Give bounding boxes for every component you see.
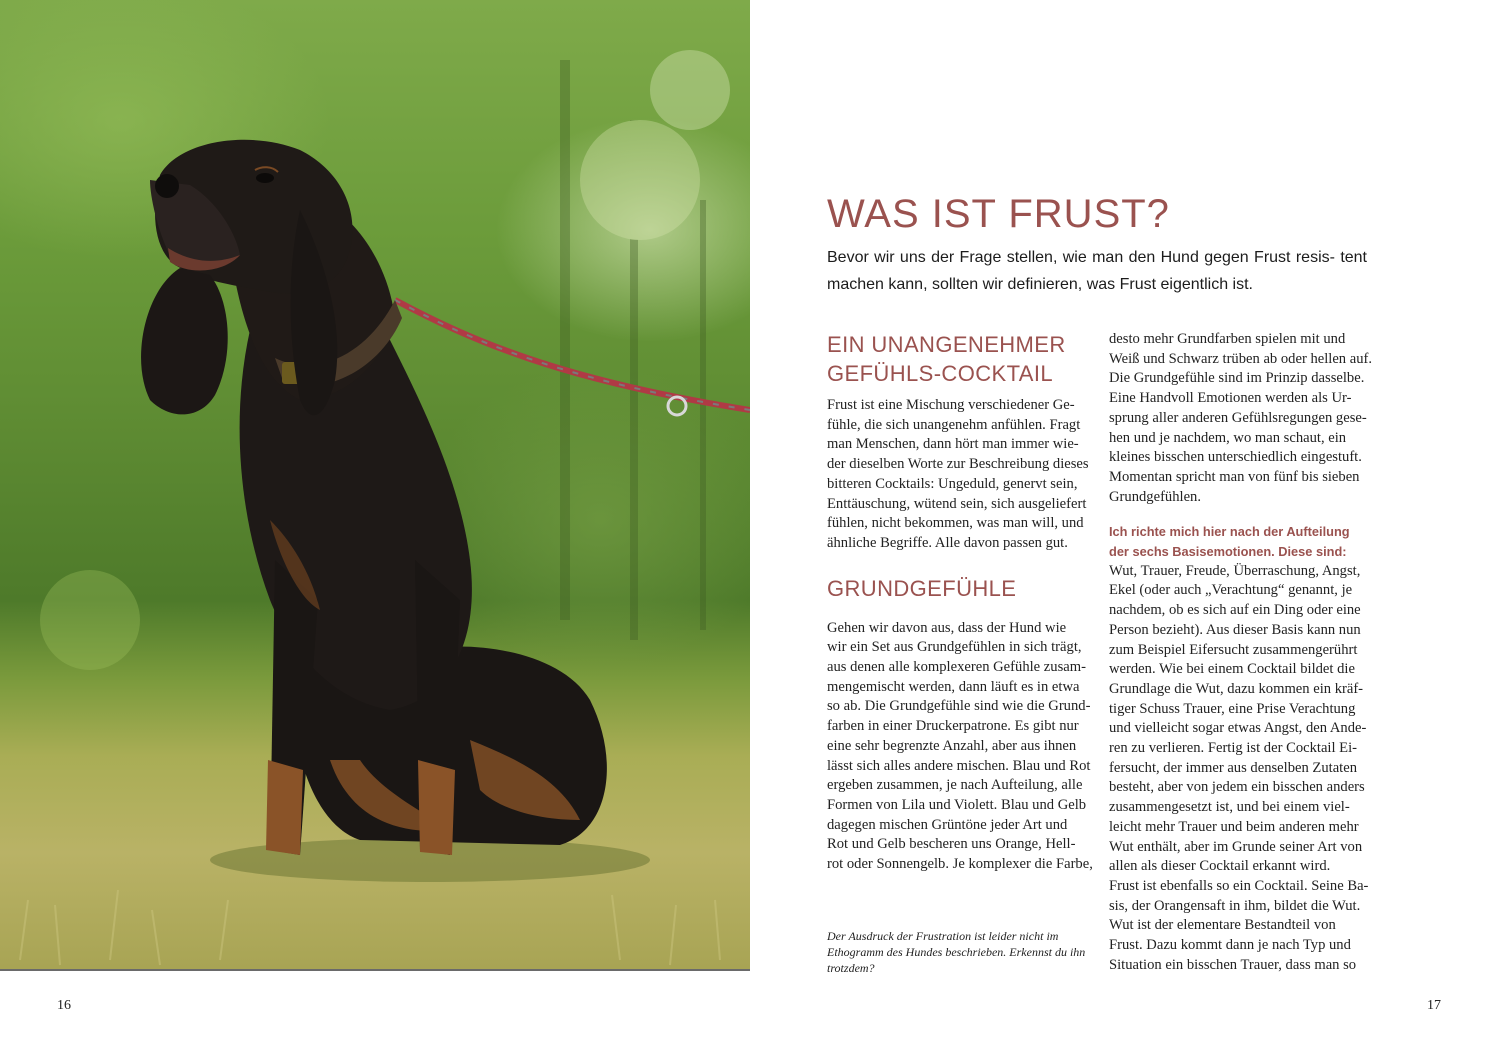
heading-line: GEFÜHLS-COCKTAIL (827, 361, 1054, 386)
text-line: ähnliche Begriffe. Alle davon passen gut. (827, 534, 1068, 551)
text-line: desto mehr Grundfarben spielen mit und (1109, 331, 1346, 347)
dog-photo (0, 0, 750, 969)
dog-illustration (0, 0, 750, 969)
text-line: besteht, aber von jedem ein bisschen anders (1109, 779, 1365, 796)
text-line: fühlen, nicht bekommen, was man will, und (827, 515, 1084, 532)
page-number-right: 17 (1427, 998, 1441, 1013)
text-line: nachdem, ob es sich auf ein Ding oder eine (1109, 602, 1361, 619)
text-line: farben in einer Druckerpatrone. Es gibt nur (827, 718, 1079, 735)
text-line: aus denen alle komplexeren Gefühle zusam- (827, 659, 1086, 676)
caption-line: du ihn trotzdem? (827, 945, 1086, 975)
text-line: sprung aller anderen Gefühlsregungen gese- (1109, 409, 1367, 426)
text-line: Situation ein bisschen Trauer, dass man so (1109, 956, 1357, 973)
heading-line: EIN UNANGENEHMER (827, 332, 1066, 357)
section-heading-cocktail (827, 330, 1091, 388)
text-line: Ekel (oder auch „Verachtung“ genannt, je (1109, 582, 1353, 599)
text-line: wir ein Set aus Grundgefühlen in sich trägt, (827, 639, 1082, 656)
page-number-left: 16 (57, 998, 71, 1013)
text-line: man Menschen, dann hört man immer wie- (827, 436, 1079, 453)
text-line: Weiß und Schwarz trüben ab oder hellen auf. (1109, 350, 1373, 367)
text-line: lässt sich alles andere mischen. Blau und Rot (827, 757, 1091, 774)
intro-line: tent machen kann, sollten wir definieren, was Frust eigentlich ist. (827, 249, 1367, 293)
text-line: kleines bisschen unterschiedlich eingestuft. (1109, 449, 1362, 466)
text-line: der dieselben Worte zur Beschreibung dieses (827, 456, 1089, 473)
paragraph-cocktail (827, 396, 1091, 554)
emphasis-line: Ich richte mich hier nach der Aufteilung (1109, 524, 1350, 540)
text-line: Grundgefühlen. (1109, 488, 1201, 505)
spacer (827, 554, 1091, 574)
text-line: leicht mehr Trauer und beim anderen mehr (1109, 818, 1359, 835)
intro-line: Bevor wir uns der Frage stellen, wie man den Hund gegen Frust resis- (827, 249, 1335, 266)
text-line: Grundlage die Wut, dazu kommen ein kräf- (1109, 680, 1364, 697)
text-line: ren zu verlieren. Fertig ist der Cocktail Ei- (1109, 740, 1358, 757)
spacer (1109, 507, 1373, 522)
text-line: hen und je nachdem, wo man schaut, ein (1109, 429, 1347, 446)
text-line: und vielleicht sogar etwas Angst, den Ande- (1109, 720, 1367, 737)
text-column-right (1109, 330, 1373, 976)
photo-bottom-rule (0, 969, 750, 971)
text-line: tiger Schuss Trauer, eine Prise Verachtung (1109, 700, 1356, 717)
text-line: Frust ist ebenfalls so ein Cocktail. Seine Ba- (1109, 877, 1369, 894)
caption-line: Der Ausdruck der Frustration ist leider nicht (827, 929, 1044, 943)
text-line: rot oder Sonnengelb. Je komplexer die Farbe, (827, 856, 1093, 873)
photo-caption (827, 928, 1091, 976)
text-line: ergeben zusammen, je nach Aufteilung, alle (827, 777, 1083, 794)
text-line: so ab. Die Grundgefühle sind wie die Grund- (827, 698, 1091, 715)
text-line: Rot und Gelb bescheren uns Orange, Hell- (827, 836, 1076, 853)
text-line: Frust. Dazu kommt dann je nach Typ und (1109, 937, 1351, 954)
caption-line: im Ethogramm des Hundes beschrieben. Erkennst (827, 929, 1059, 959)
section-heading-grundgefuehle: GRUNDGEFÜHLE (827, 575, 1017, 601)
text-line: werden. Wie bei einem Cocktail bildet die (1109, 661, 1355, 678)
chapter-title: WAS IST FRUST? (827, 192, 1170, 236)
text-line: Enttäuschung, wütend sein, sich ausgeliefert (827, 495, 1087, 512)
text-column-left (827, 330, 1091, 875)
text-line: Frust ist eine Mischung verschiedener Ge- (827, 397, 1075, 413)
text-line: Wut, Trauer, Freude, Überraschung, Angst, (1109, 562, 1361, 579)
text-line: fersucht, der immer aus denselben Zutaten (1109, 759, 1358, 776)
text-line: Momentan spricht man von fünf bis sieben (1109, 468, 1360, 485)
text-line: Eine Handvoll Emotionen werden als Ur- (1109, 390, 1352, 407)
text-line: Wut enthält, aber im Grunde seiner Art von (1109, 838, 1363, 855)
text-line: Gehen wir davon aus, dass der Hund wie (827, 619, 1067, 636)
emphasis-line: der sechs Basisemotionen. Diese sind: (1109, 544, 1347, 560)
paragraph-grundgefuehle (827, 619, 1091, 875)
text-line: eine sehr begrenzte Anzahl, aber aus ihnen (827, 737, 1077, 754)
text-line: Die Grundgefühle sind im Prinzip dasselbe. (1109, 370, 1365, 387)
text-line: allen als dieser Cocktail erkannt wird. (1109, 858, 1331, 875)
text-line: sis, der Orangensaft in ihm, bildet die Wut. (1109, 897, 1361, 914)
paragraph-grundfarben (1109, 330, 1373, 507)
text-line: dagegen mischen Grüntöne jeder Art und (827, 816, 1068, 833)
emphasis-lead (1109, 522, 1373, 561)
text-line: fühle, die sich unangenehm anfühlen. Fragt (827, 416, 1081, 433)
text-line: Wut ist der elementare Bestandteil von (1109, 917, 1336, 934)
paragraph-basisemotionen (1109, 562, 1373, 976)
text-line: Person bezieht). Aus dieser Basis kann nun (1109, 621, 1361, 638)
text-line: Formen von Lila und Violett. Blau und Gelb (827, 796, 1087, 813)
text-line: bitteren Cocktails: Ungeduld, genervt sein, (827, 475, 1078, 492)
text-line: zum Beispiel Eifersucht zusammengerührt (1109, 641, 1358, 658)
intro-paragraph (827, 244, 1367, 298)
text-line: mengemischt werden, dann läuft es in etwa (827, 678, 1080, 695)
text-line: zusammengesetzt ist, und bei einem viel- (1109, 799, 1350, 816)
